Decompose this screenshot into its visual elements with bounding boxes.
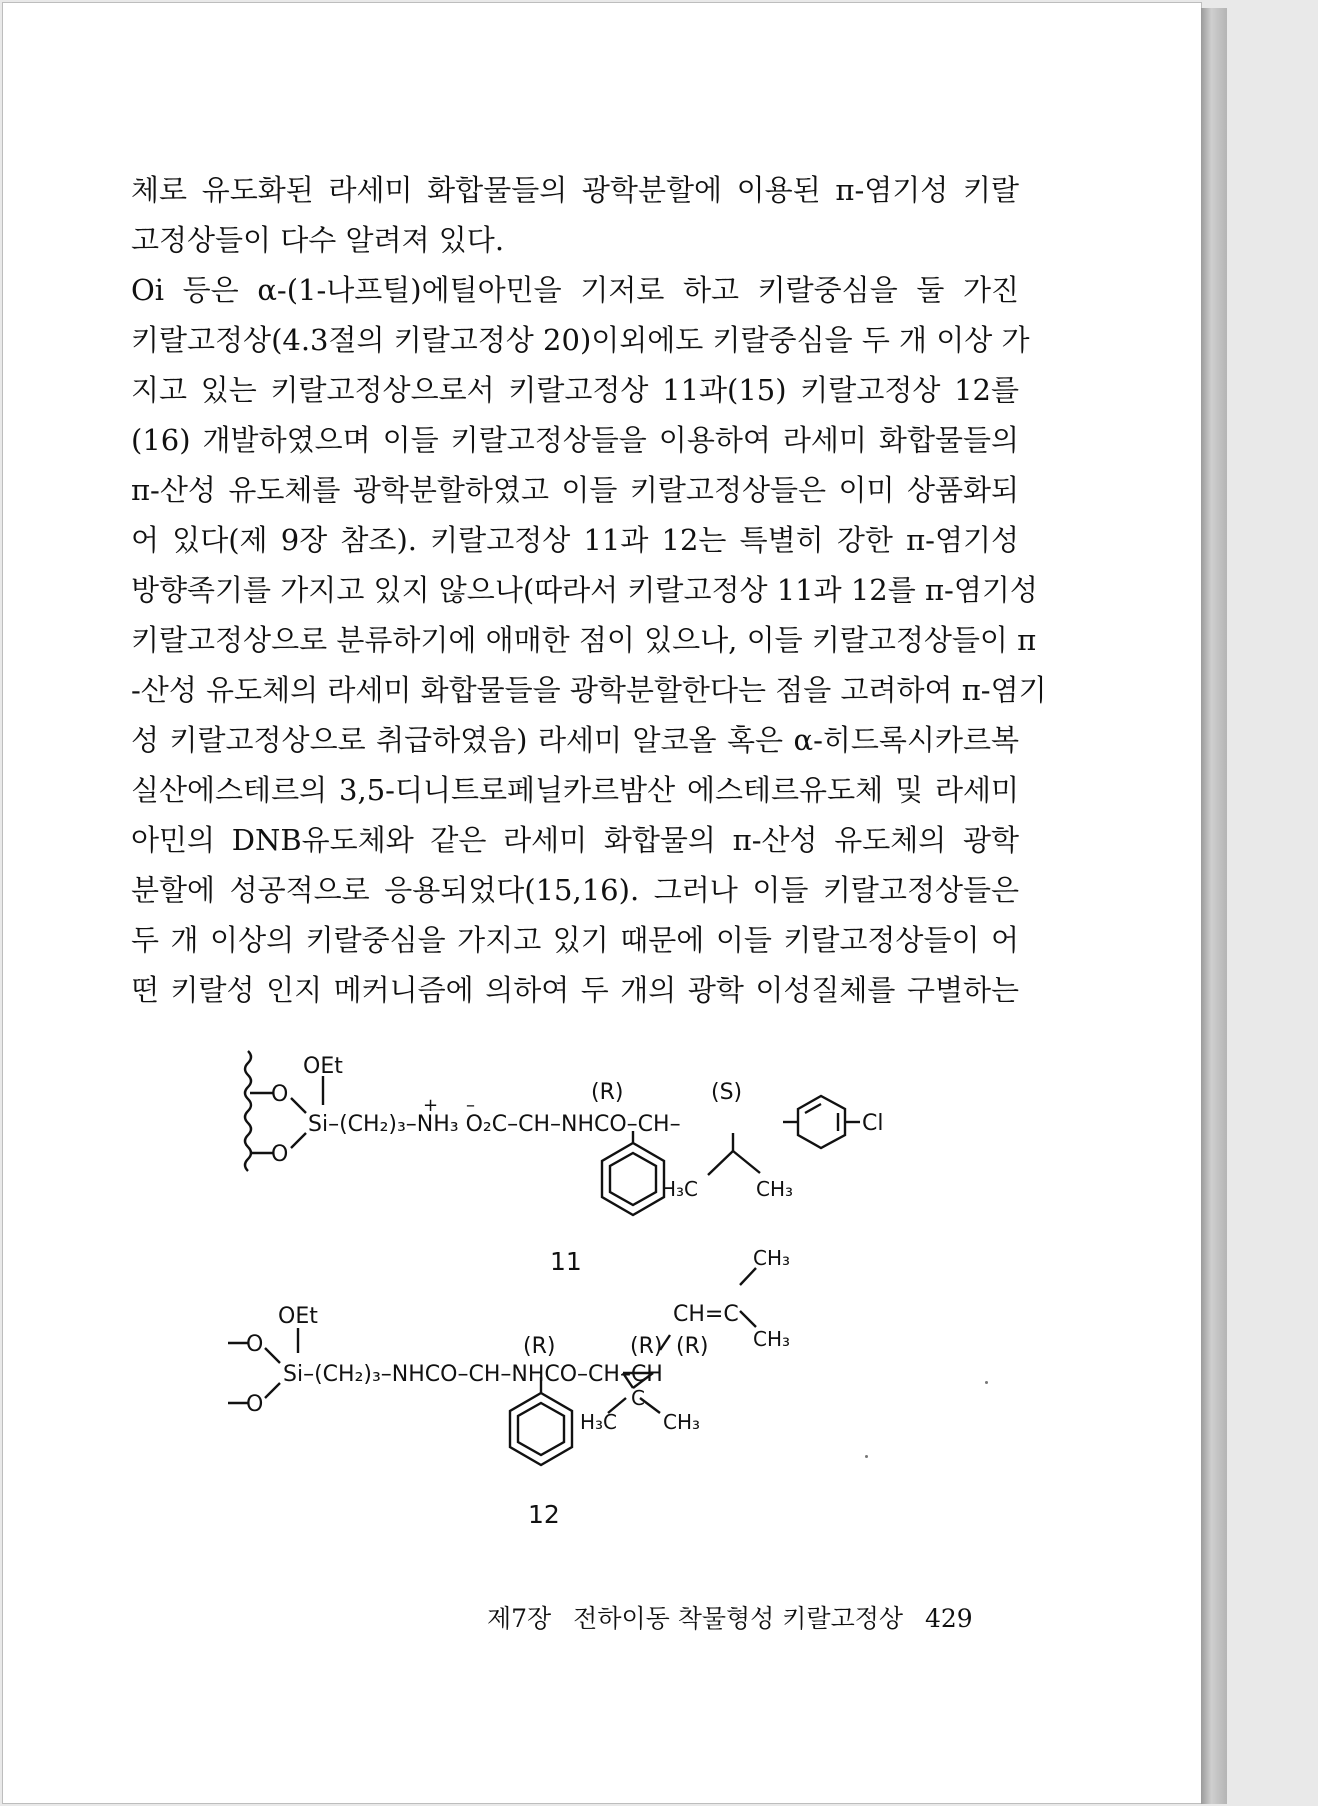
h3c-label: H₃C [661,1177,699,1201]
page-footer [487,1599,987,1635]
book-page [2,2,1202,1804]
text-line: 성 키랄고정상으로 취급하였음) 라세미 알코올 혹은 α-히드록시카르복 [131,723,1019,757]
text-line: 어 있다(제 9장 참조). 키랄고정상 11과 12는 특별히 강한 π-염기성 [131,523,1019,557]
text-line: 체로 유도화된 라세미 화합물들의 광학분할에 이용된 π-염기성 키랄 [131,173,1019,207]
vinyl-label: CH=C [673,1302,739,1327]
text-line: (16) 개발하였으며 이들 키랄고정상들을 이용하여 라세미 화합물들의 [131,423,1019,457]
ch3-label: CH₃ [753,1246,791,1270]
text-line: -산성 유도체의 라세미 화합물들을 광학분할한다는 점을 고려하여 π-염기 [131,673,1047,707]
text-line: 고정상들이 다수 알려져 있다. [131,223,505,257]
chemical-structures-figure [228,1043,928,1543]
text-line: 지고 있는 키랄고정상으로서 키랄고정상 11과(15) 키랄고정상 12를 [131,373,1019,407]
oxygen-label: O [271,1142,289,1167]
compound-label-12: 12 [528,1500,560,1529]
text-line: 아민의 DNB유도체와 같은 라세미 화합물의 π-산성 유도체의 광학 [131,823,1019,857]
chlorine-label: Cl [862,1111,884,1136]
ch3-label: CH₃ [756,1177,794,1201]
oxygen-label: O [246,1392,264,1417]
page-edge-shadow [1201,8,1227,1804]
ch3-label: CH₃ [753,1327,791,1351]
h3c-label: H₃C [580,1410,618,1434]
text-line: π-산성 유도체를 광학분할하였고 이들 키랄고정상들은 이미 상품화되 [131,473,1019,507]
text-line: 분할에 성공적으로 응용되었다(15,16). 그러나 이들 키랄고정상들은 [131,873,1019,907]
page-number: 429 [924,1604,973,1633]
oet-label-11: OEt [303,1054,343,1079]
ch3-label: CH₃ [663,1410,701,1434]
stereo-descriptor-s: (S) [711,1080,743,1105]
stereo-descriptor-r: (R) [676,1334,709,1359]
scan-speck [985,1381,988,1384]
text-line: 실산에스테르의 3,5-디니트로페닐카르밤산 에스테르유도체 및 라세미 [131,773,1019,807]
text-line: 떤 키랄성 인지 메커니즘에 의하여 두 개의 광학 이성질체를 구별하는 [131,973,1019,1007]
silane-chain-11: Si–(CH₂)₃–NH₃ O₂C–CH–NHCO–CH– [308,1112,681,1137]
scan-speck [865,1455,868,1458]
text-line: 키랄고정상으로 분류하기에 애매한 점이 있으나, 이들 키랄고정상들이 π [131,623,1037,657]
chapter-title: 전하이동 착물형성 키랄고정상 [573,1604,904,1633]
oxygen-label: O [246,1332,264,1357]
chapter-number: 제7장 [487,1604,552,1633]
oet-label-12: OEt [278,1304,318,1329]
oxygen-label: O [271,1082,289,1107]
stereo-descriptor-r: (R) [523,1334,556,1359]
carbon-label: C [631,1386,645,1410]
compound-label-11: 11 [550,1247,582,1276]
minus-charge: – [466,1095,475,1116]
body-text [131,165,1047,1015]
stereo-descriptor-r: (R) [630,1334,663,1359]
text-line: 두 개 이상의 키랄중심을 가지고 있기 때문에 이들 키랄고정상들이 어 [131,923,1019,957]
plus-charge: + [423,1095,439,1116]
text-line: 방향족기를 가지고 있지 않으나(따라서 키랄고정상 11과 12를 π-염기성 [131,573,1038,607]
silane-chain-12: Si–(CH₂)₃–NHCO–CH–NHCO–CH–CH [283,1362,663,1387]
text-line: 키랄고정상(4.3절의 키랄고정상 20)이외에도 키랄중심을 두 개 이상 가 [131,323,1030,357]
stereo-descriptor-r: (R) [591,1080,624,1105]
text-line: Oi 등은 α-(1-나프틸)에틸아민을 기저로 하고 키랄중심을 둘 가진 [131,273,1019,307]
